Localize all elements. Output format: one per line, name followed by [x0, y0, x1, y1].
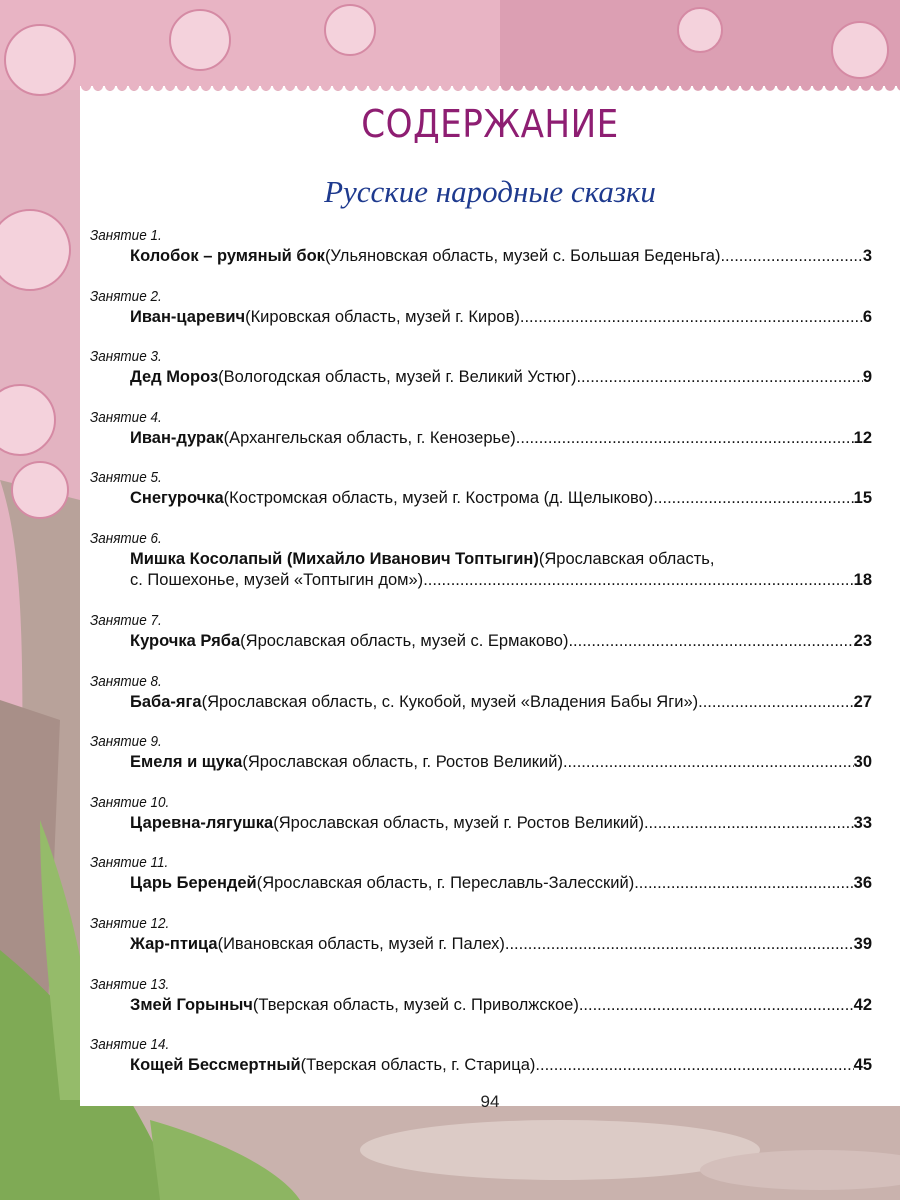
lesson-label: Занятие 12. — [90, 914, 170, 932]
page-ref: 36 — [853, 874, 872, 893]
toc-entry[interactable] — [90, 408, 872, 469]
dot-leader — [720, 246, 862, 267]
toc-entry[interactable] — [90, 611, 872, 672]
page-ref: 27 — [853, 692, 872, 711]
toc-entry[interactable] — [90, 347, 872, 408]
tale-title: Жар-птица — [130, 934, 218, 953]
tale-title: Кощей Бессмертный — [130, 1056, 301, 1075]
page-title: СОДЕРЖАНИЕ — [361, 102, 619, 146]
lesson-label: Занятие 13. — [90, 975, 170, 993]
page-ref: 45 — [853, 1056, 872, 1075]
dot-leader — [653, 488, 853, 509]
dot-leader — [563, 752, 854, 773]
dot-leader — [579, 995, 854, 1016]
tale-location: (Тверская область, г. Старица) — [300, 1056, 536, 1075]
lesson-label: Занятие 4. — [90, 408, 162, 426]
tale-title: Царевна-лягушка — [130, 813, 274, 832]
page-ref: 30 — [853, 753, 872, 772]
lesson-label: Занятие 8. — [90, 672, 162, 690]
tale-location: (Ивановская область, музей г. Палех) — [217, 934, 505, 953]
table-of-contents-page — [80, 86, 900, 1111]
tale-location: (Ульяновская область, музей с. Большая Беденьга) — [324, 247, 721, 265]
dot-leader — [576, 367, 862, 388]
tale-title: Дед Мороз — [130, 368, 219, 387]
tale-title: Курочка Ряба — [130, 631, 241, 650]
toc-entry[interactable] — [90, 793, 872, 854]
page-ref: 3 — [862, 247, 872, 265]
page-ref: 6 — [862, 307, 872, 326]
tale-title: Змей Горыныч — [130, 995, 253, 1014]
tale-title: Мишка Косолапый (Михайло Иванович Топтыгин) — [130, 549, 539, 568]
toc-entry[interactable] — [90, 975, 872, 1036]
lesson-label: Занятие 11. — [90, 854, 169, 872]
tale-location: (Ярославская область, г. Ростов Великий) — [242, 753, 563, 772]
tale-location: (Ярославская область, — [538, 549, 715, 568]
tale-location: (Вологодская область, музей г. Великий Устюг) — [218, 368, 577, 387]
toc-entry[interactable] — [90, 1035, 872, 1096]
tale-location: (Архангельская область, г. Кенозерье) — [223, 428, 516, 447]
tale-location: (Ярославская область, музей г. Ростов Великий) — [273, 813, 644, 832]
toc-entry[interactable] — [90, 672, 872, 733]
tale-title: Иван-дурак — [130, 428, 224, 447]
dot-leader — [568, 631, 853, 652]
toc-entry[interactable] — [90, 287, 872, 348]
dot-leader — [423, 570, 853, 591]
toc-entry[interactable] — [90, 468, 872, 529]
toc-list — [90, 226, 872, 1096]
dot-leader — [535, 1055, 853, 1076]
lesson-label: Занятие 5. — [90, 469, 162, 487]
lesson-label: Занятие 10. — [90, 793, 170, 811]
toc-entry[interactable] — [90, 226, 872, 287]
toc-entry[interactable] — [90, 914, 872, 975]
tale-location: (Кировская область, музей г. Киров) — [245, 307, 520, 326]
lesson-label: Занятие 3. — [90, 348, 162, 366]
page-ref: 15 — [853, 489, 872, 508]
page-ref: 42 — [853, 995, 872, 1014]
lesson-label: Занятие 2. — [90, 287, 162, 305]
dot-leader — [516, 428, 854, 449]
toc-entry[interactable] — [90, 529, 872, 611]
tale-title: Баба-яга — [130, 692, 202, 711]
lesson-label: Занятие 9. — [90, 733, 162, 751]
page-ref: 33 — [853, 813, 872, 832]
page-ref: 23 — [853, 631, 872, 650]
tale-title: Колобок – румяный бок — [130, 247, 325, 265]
tale-title: Емеля и щука — [130, 753, 243, 772]
tale-location: (Ярославская область, г. Переславль-Залесский) — [256, 874, 635, 893]
lesson-label: Занятие 7. — [90, 611, 162, 629]
page-number: 94 — [480, 1092, 500, 1111]
dot-leader — [634, 873, 853, 894]
lesson-label: Занятие 6. — [90, 529, 162, 547]
dot-leader — [505, 934, 854, 955]
page-ref: 12 — [853, 428, 872, 447]
page-ref: 18 — [853, 570, 872, 589]
dot-leader — [520, 307, 863, 328]
tale-location: (Костромская область, музей г. Кострома (д. Щелыково) — [223, 489, 654, 508]
lesson-label: Занятие 14. — [90, 1036, 170, 1054]
tale-title: Царь Берендей — [130, 874, 257, 893]
tale-location: (Ярославская область, с. Кукобой, музей «Владения Бабы Яги») — [201, 692, 699, 711]
page-ref: 9 — [862, 368, 872, 387]
tale-title: Снегурочка — [130, 489, 224, 508]
toc-entry[interactable] — [90, 732, 872, 793]
tale-location: (Тверская область, музей с. Приволжское) — [252, 995, 579, 1014]
page-ref: 39 — [853, 934, 872, 953]
section-subtitle: Русские народные сказки — [324, 174, 656, 209]
tale-location: (Ярославская область, музей с. Ермаково) — [240, 631, 569, 650]
toc-entry[interactable] — [90, 853, 872, 914]
dot-leader — [644, 813, 854, 834]
dot-leader — [698, 692, 854, 713]
tale-location-cont: с. Пошехонье, музей «Топтыгин дом») — [130, 570, 424, 589]
lesson-label: Занятие 1. — [90, 227, 162, 244]
tale-title: Иван-царевич — [130, 307, 246, 326]
